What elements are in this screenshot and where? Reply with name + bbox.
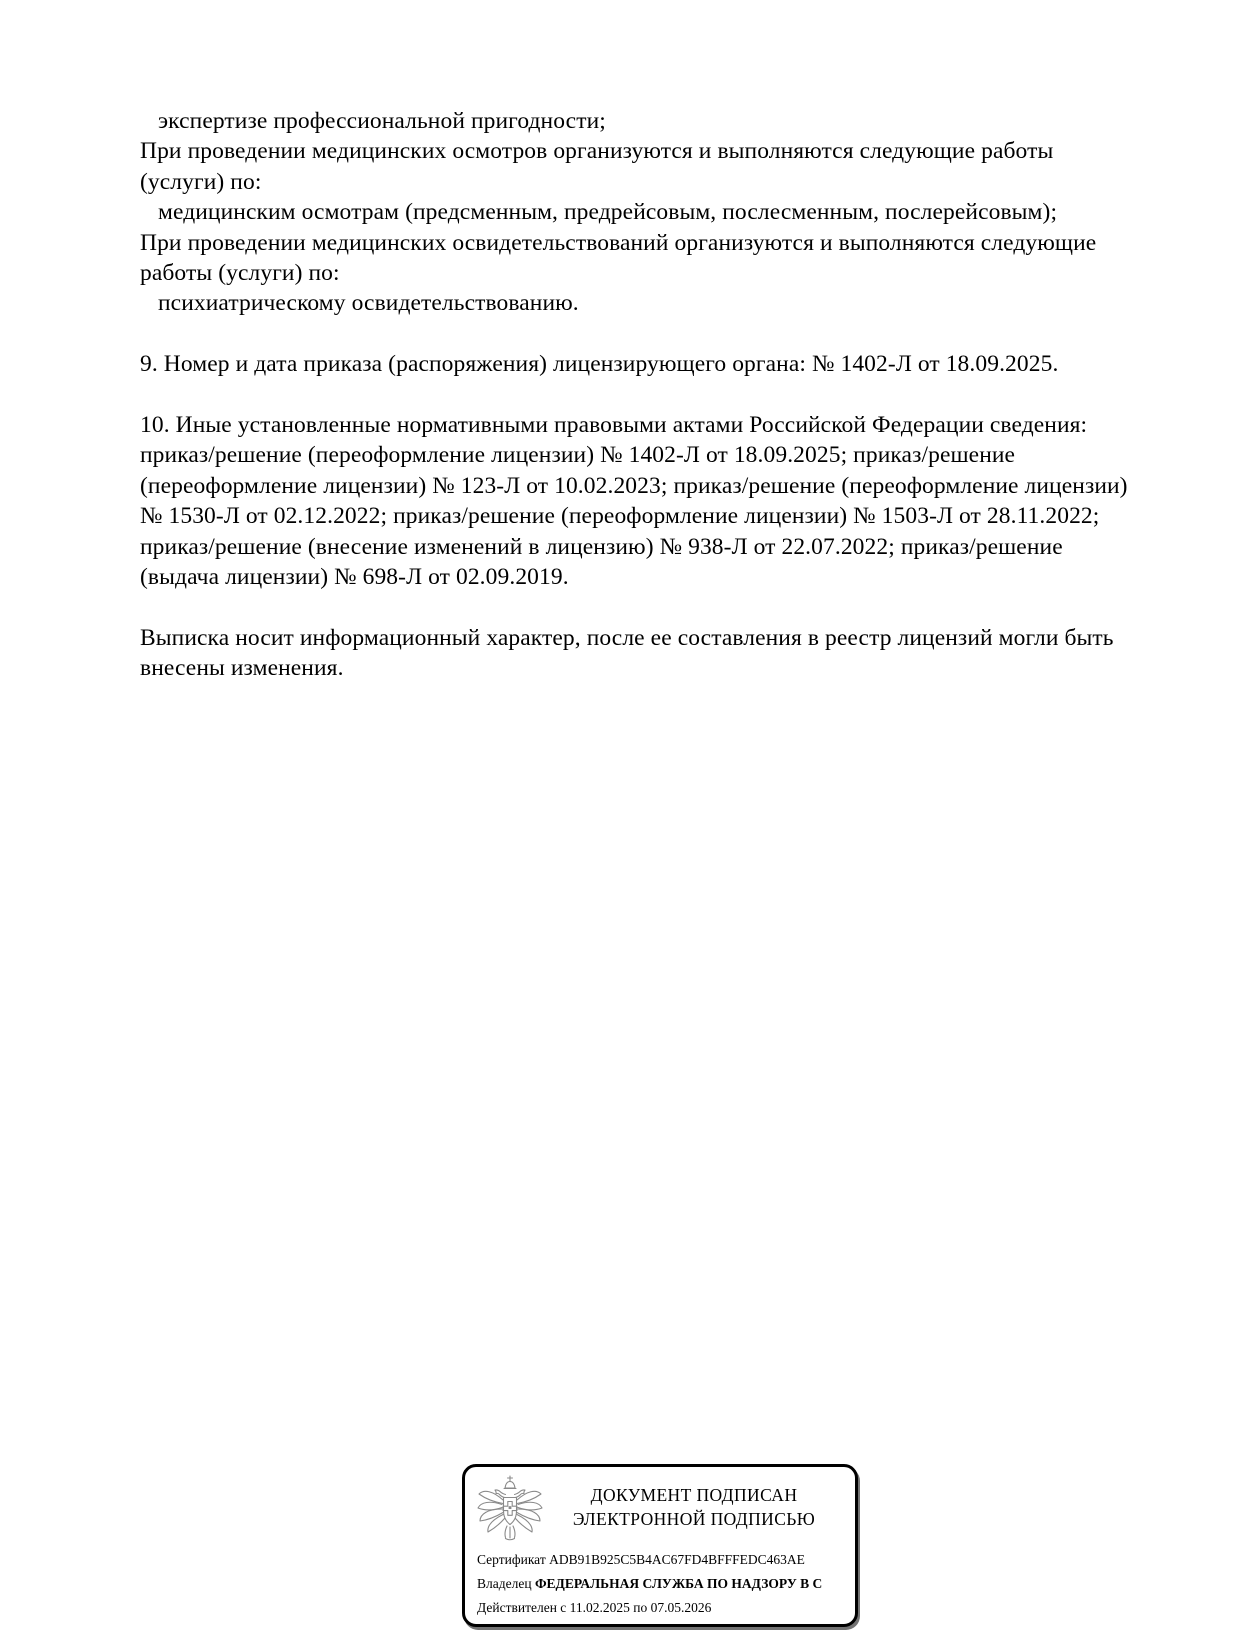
text-line: работы (услуги) по:: [140, 260, 340, 287]
certificate-line: [477, 1548, 847, 1572]
text-line: (услуги) по:: [140, 168, 262, 195]
text-line: При проведении медицинских осмотров организуются и выполняются следующие работы: [140, 138, 1054, 165]
roszdravnadzor-eagle-emblem-icon: [477, 1475, 543, 1541]
text-line: № 1530-Л от 02.12.2022; приказ/решение (переоформление лицензии) № 1503-Л от 28.11.2022;: [140, 503, 1100, 530]
text-line: При проведении медицинских освидетельствований организуются и выполняются следующие: [140, 229, 1097, 256]
text-line: 10. Иные установленные нормативными правовыми актами Российской Федерации сведения:: [140, 412, 1088, 439]
text-line: Выписка носит информационный характер, после ее составления в реестр лицензий могли быть: [140, 624, 1114, 651]
paragraph-note: [140, 623, 1200, 684]
text-line: экспертизе профессиональной пригодности;: [158, 108, 606, 134]
validity-line: Действителен с 11.02.2025 по 07.05.2026: [477, 1600, 712, 1615]
certificate-label: Сертификат: [477, 1552, 546, 1567]
text-line: (выдача лицензии) № 698-Л от 02.09.2019.: [140, 564, 569, 591]
owner-label: Владелец: [477, 1576, 532, 1591]
text-line: 9. Номер и дата приказа (распоряжения) лицензирующего органа: № 1402-Л от 18.09.2025.: [140, 351, 1059, 378]
certificate-value: ADB91B925C5B4AC67FD4BFFFEDC463AE: [549, 1552, 805, 1567]
license-text-block: [140, 106, 1200, 714]
text-line: приказ/решение (внесение изменений в лицензию) № 938-Л от 22.07.2022; приказ/решение: [140, 533, 1063, 560]
text-line: внесены изменения.: [140, 655, 344, 682]
paragraph-item-9: [140, 349, 1200, 379]
stamp-header-row: [465, 1467, 855, 1541]
text-line: приказ/решение (переоформление лицензии) № 1402-Л от 18.09.2025; приказ/решение: [140, 442, 1016, 469]
signature-stamp: [462, 1464, 858, 1627]
text-line: медицинским осмотрам (предсменным, предрейсовым, послесменным, послерейсовым);: [158, 199, 1058, 226]
paragraph-item-10: [140, 410, 1200, 592]
owner-value: ФЕДЕРАЛЬНАЯ СЛУЖБА ПО НАДЗОРУ В С: [534, 1576, 823, 1591]
paragraph-works-continuation: [140, 106, 1200, 319]
text-line: психиатрическому освидетельствованию.: [158, 290, 579, 317]
stamp-title-line2: ЭЛЕКТРОННОЙ ПОДПИСЬЮ: [572, 1509, 816, 1529]
owner-line: [477, 1572, 847, 1596]
text-line: (переоформление лицензии) № 123-Л от 10.02.2023; приказ/решение (переоформление лицензии): [140, 472, 1128, 499]
stamp-title-line1: ДОКУМЕНТ ПОДПИСАН: [590, 1485, 798, 1505]
stamp-details: [465, 1541, 855, 1620]
stamp-title: [543, 1475, 845, 1531]
